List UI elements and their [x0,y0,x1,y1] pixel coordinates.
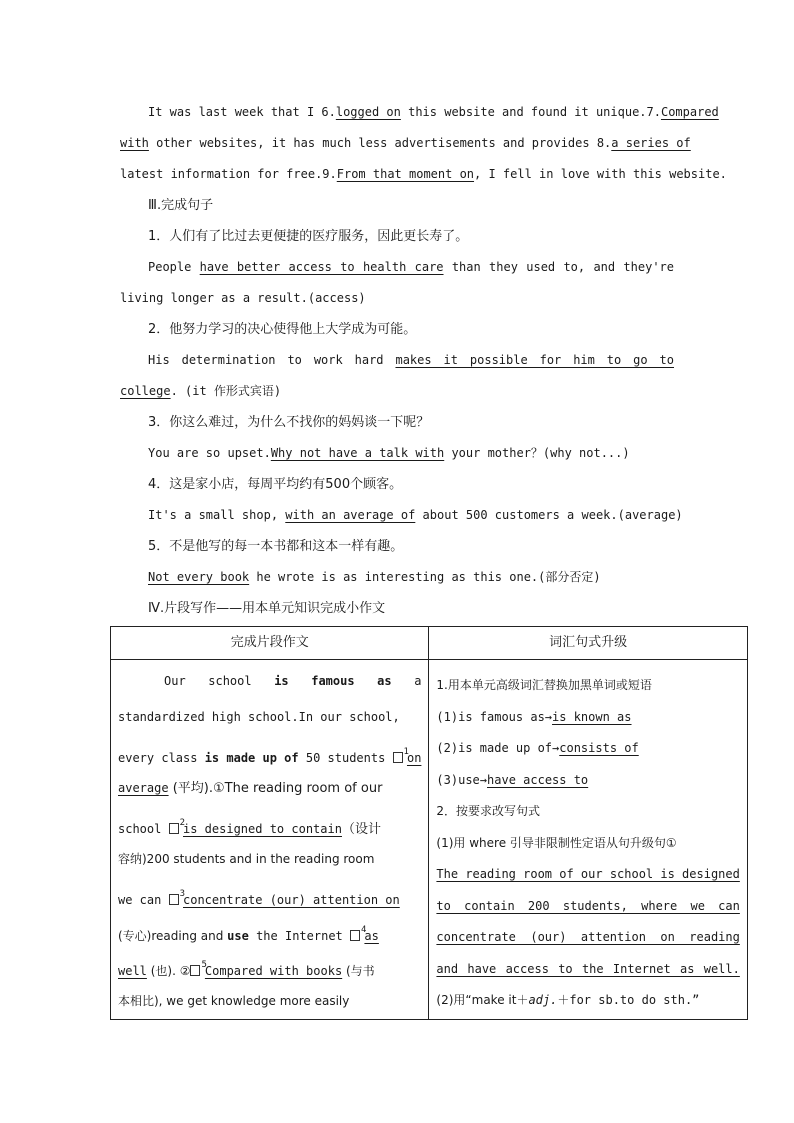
upgrade-cell [429,660,747,1020]
sentence-text: It's a small shop, [148,508,286,522]
upgrade-answer-sentence: and have access to the Internet as well. [436,961,740,976]
answer-9: From that moment on [336,167,475,181]
section-4-title: Ⅳ.片段写作——用本单元知识完成小作文 [148,601,386,616]
blank-number: 2 [179,818,185,828]
essay-line: standardized high school.In our school, [118,709,400,724]
blank-box-icon [169,823,179,834]
question-3-answer [120,438,674,469]
passage-line-1 [120,97,719,128]
upgrade-instruction: (1)用 where 引导非限制性定语从句升级句① [436,835,677,850]
upgrade-answer-3: have access to [487,772,589,787]
passage-text: It was last week that I 6. [148,105,336,119]
blank-box-icon [190,965,200,976]
upgrade-instruction-2 [436,985,739,1017]
passage-line-2 [120,128,691,159]
answer-blank-3: concentrate (our) attention on [183,893,400,907]
passage-text: other websites, it has much less advertisements and provides 8. [148,136,612,150]
answer-3: Why not have a talk with [270,446,445,460]
sentence-text: than they used to, and they're [443,260,674,274]
upgrade-text: (3)use [436,772,480,787]
exercise-page [120,97,727,624]
blank-box-icon [169,894,179,905]
essay-line [118,913,421,949]
question-3-chinese: 3．你这么难过，为什么不找你的妈妈谈一下呢？ [148,415,430,430]
question-2-answer-cont [120,376,674,407]
answer-blank-4: as [364,928,379,943]
essay-text: (也). ② [146,964,191,978]
answer-blank-1-cont: average [118,780,169,795]
essay-cell [111,660,429,1020]
upgrade-answer-sentence: to contain 200 students, where we can [436,898,740,913]
sentence-text: your mother？(why not...) [444,446,630,460]
essay-line [118,735,421,771]
section-3-title: Ⅲ.完成句子 [148,198,214,213]
passage-line-3 [120,159,727,190]
upgrade-answer-sentence: concentrate (our) attention on reading [436,930,740,944]
blank-number: 1 [403,747,409,757]
essay-line: 本相比), we get knowledge more easily [118,993,350,1008]
essay-text: (专心)reading and [118,928,228,943]
sentence-text: His determination to work hard [148,353,396,367]
answer-2-cont: college [120,384,171,398]
upgrade-text: (2)用“make it＋ [436,993,529,1007]
upgrade-item [436,733,739,765]
essay-text: the Internet [248,928,350,943]
answer-7: Compared [660,105,719,119]
essay-text: school [118,822,169,836]
sentence-text: about 500 customers a week.(average) [415,508,683,522]
upgrade-heading-1: 1.用本单元高级词汇替换加黑单词或短语 [436,678,652,692]
upgrade-text: (1)is famous as [436,709,545,724]
essay-line [118,806,421,842]
question-5-answer [120,562,674,593]
blank-number: 4 [361,924,367,935]
passage-text: , I fell in love with this website. [474,167,727,181]
essay-text: Our school [164,674,275,688]
upgrade-answer-sentence: The reading room of our school is designed [436,867,740,881]
sentence-text: . (it 作形式宾语) [170,384,282,398]
arrow-right-icon: → [544,709,553,724]
essay-text: a [391,674,422,688]
essay-text: 50 students [298,751,393,765]
upgrade-answer-2: consists of [559,741,639,755]
blank-box-icon [350,930,360,941]
answer-blank-2: is designed to contain [183,822,342,836]
upgrade-heading-2: 2．按要求改写句式 [436,804,541,818]
essay-text: （设计 [341,822,381,837]
answer-5: Not every book [148,570,250,584]
upgrade-text: (2)is made up of [436,741,553,755]
bold-phrase: use [227,928,249,943]
bold-phrase: is famous as [274,674,392,688]
essay-text: (平均).①The reading room of our [168,780,383,796]
column-header-right: 词汇句式升级 [429,627,747,660]
blank-number: 5 [201,960,207,970]
column-header-left: 完成片段作文 [111,627,429,660]
passage-text: latest information for free.9. [120,167,337,181]
essay-line: 容纳)200 students and in the reading room [118,851,375,866]
sentence-text: People [148,260,200,274]
answer-2: makes it possible for him to go to [395,353,674,367]
essay-line [118,664,421,700]
upgrade-text: adj. [528,993,558,1007]
answer-6: logged on [335,105,401,119]
answer-1: have better access to health care [199,260,444,274]
arrow-right-icon: → [552,741,560,755]
essay-line [118,948,421,984]
upgrade-answer-1: is known as [552,709,632,724]
upgrade-item [436,702,739,734]
question-5-chinese: 5．不是他写的每一本书都和这本一样有趣。 [148,539,404,554]
question-1-chinese: 1．人们有了比过去更便捷的医疗服务，因此更长寿了。 [148,229,469,244]
sentence-text: he wrote is as interesting as this one.(部分否定) [249,570,601,584]
answer-4: with an average of [285,508,416,522]
question-1-answer [120,252,674,283]
upgrade-text: ＋for sb.to do sth.” [557,993,700,1007]
answer-blank-5: Compared with books [204,964,343,978]
blank-box-icon [393,752,403,763]
essay-line [118,771,421,807]
essay-text: every class [118,751,205,765]
essay-text: we can [118,893,169,907]
question-4-answer [120,500,683,531]
answer-7-cont: with [120,136,149,150]
question-1-answer-cont: living longer as a result.(access) [120,291,366,305]
sentence-text: You are so upset. [148,446,271,460]
passage-text: this website and found it unique.7. [400,105,661,119]
writing-table [110,626,748,1020]
blank-number: 3 [179,889,185,899]
essay-line [118,877,421,913]
answer-blank-4-cont: well [118,964,147,978]
bold-phrase: is made up of [204,751,299,765]
answer-8: a series of [611,136,691,150]
question-4-chinese: 4．这是家小店，每周平均约有500个顾客。 [148,477,403,492]
answer-blank-1: on [406,751,422,765]
question-2-chinese: 2．他努力学习的决心使得他上大学成为可能。 [148,322,417,337]
question-2-answer [120,345,674,376]
arrow-right-icon: → [479,772,488,787]
essay-text: (与书 [342,964,375,978]
upgrade-item [436,765,739,797]
